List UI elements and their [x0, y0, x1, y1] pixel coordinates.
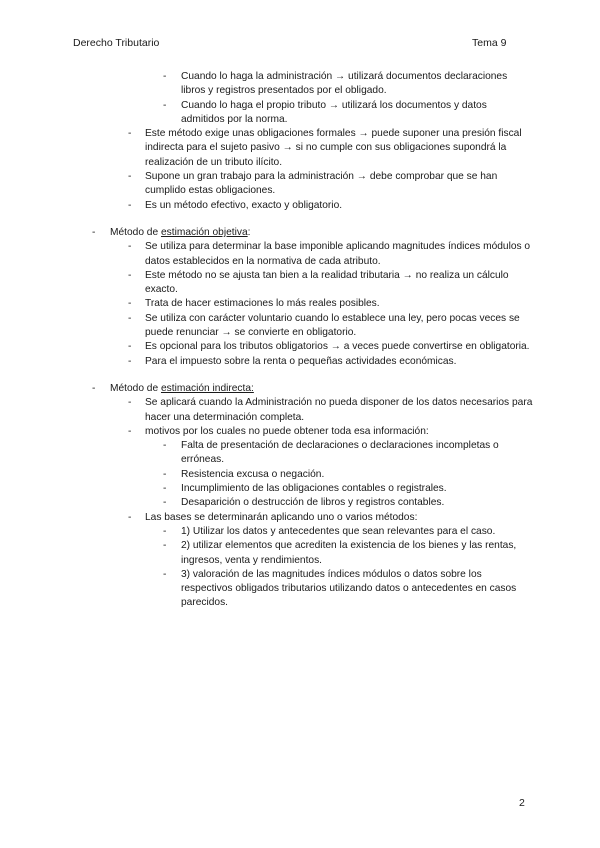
term-estimacion-indirecta: estimación indirecta: [160, 382, 254, 394]
list-item: - Trata de hacer estimaciones lo más reales posibles. [128, 298, 380, 310]
list-item: - Este método exige unas obligaciones formales → puede suponer una presión fiscal indirecta para el sujeto pasivo → si no cumple con sus obligaciones supondrá la realización de un tributo ilícito. [128, 128, 522, 168]
list-item: - Se utiliza con carácter voluntario cuando lo establece una ley, pero pocas veces se puede renunciar → se convierte en obligatorio. [128, 312, 520, 339]
list-item: - Falta de presentación de declaraciones o declaraciones incompletas o erróneas. [163, 440, 499, 466]
list-item: - motivos por los cuales no puede obtener toda esa información: [128, 425, 429, 437]
list-item: - Incumplimiento de las obligaciones contables o registrales. [163, 483, 447, 495]
list-item: - Cuando lo haga el propio tributo → utilizará los documentos y datos admitidos por la norma. [163, 99, 487, 125]
list-item: - Se utiliza para determinar la base imponible aplicando magnitudes índices módulos o datos establecidos en la normativa de cada atributo. [128, 241, 531, 267]
section-estimacion-objetiva: - Método de estimación objetiva: [92, 226, 251, 238]
list-item: - Para el impuesto sobre la renta o pequeñas actividades económicas. [128, 355, 457, 367]
header-title: Derecho Tributario [73, 37, 160, 49]
list-item: - Este método no se ajusta tan bien a la realidad tributaria → no realiza un cálculo exacto. [128, 269, 509, 296]
list-item: - Cuando lo haga la administración → utilizará documentos declaraciones libros y registros presentados por el obligado. [163, 71, 508, 97]
header-topic: Tema 9 [472, 37, 507, 49]
list-item: - 1) Utilizar los datos y antecedentes que sean relevantes para el caso. [163, 525, 496, 537]
term-estimacion-objetiva: estimación objetiva [160, 226, 248, 238]
list-item: - 3) valoración de las magnitudes índices módulos o datos sobre los respectivos obligados tributarios utilizando datos o antecedentes en casos parecidos. [163, 568, 517, 609]
list-item: - Las bases se determinarán aplicando uno o varios métodos: [128, 511, 418, 523]
document-body [0, 70, 600, 611]
list-item: - Se aplicará cuando la Administración no pueda disponer de los datos necesarios para hacer una determinación completa. [128, 397, 533, 423]
list-item: - Resistencia excusa o negación. [163, 468, 325, 480]
page-number: 2 [519, 797, 525, 809]
list-item: - Desaparición o destrucción de libros y registros contables. [163, 497, 445, 509]
list-item: - Es un método efectivo, exacto y obligatorio. [128, 199, 343, 211]
list-item: - Supone un gran trabajo para la administración → debe comprobar que se han cumplido estas obligaciones. [128, 171, 498, 197]
list-item: - 2) utilizar elementos que acrediten la existencia de los bienes y las rentas, ingresos, venta y rendimientos. [163, 540, 517, 566]
section-estimacion-indirecta: - Método de estimación indirecta: [92, 382, 254, 394]
list-item: - Es opcional para los tributos obligatorios → a veces puede convertirse en obligatoria. [128, 341, 530, 353]
